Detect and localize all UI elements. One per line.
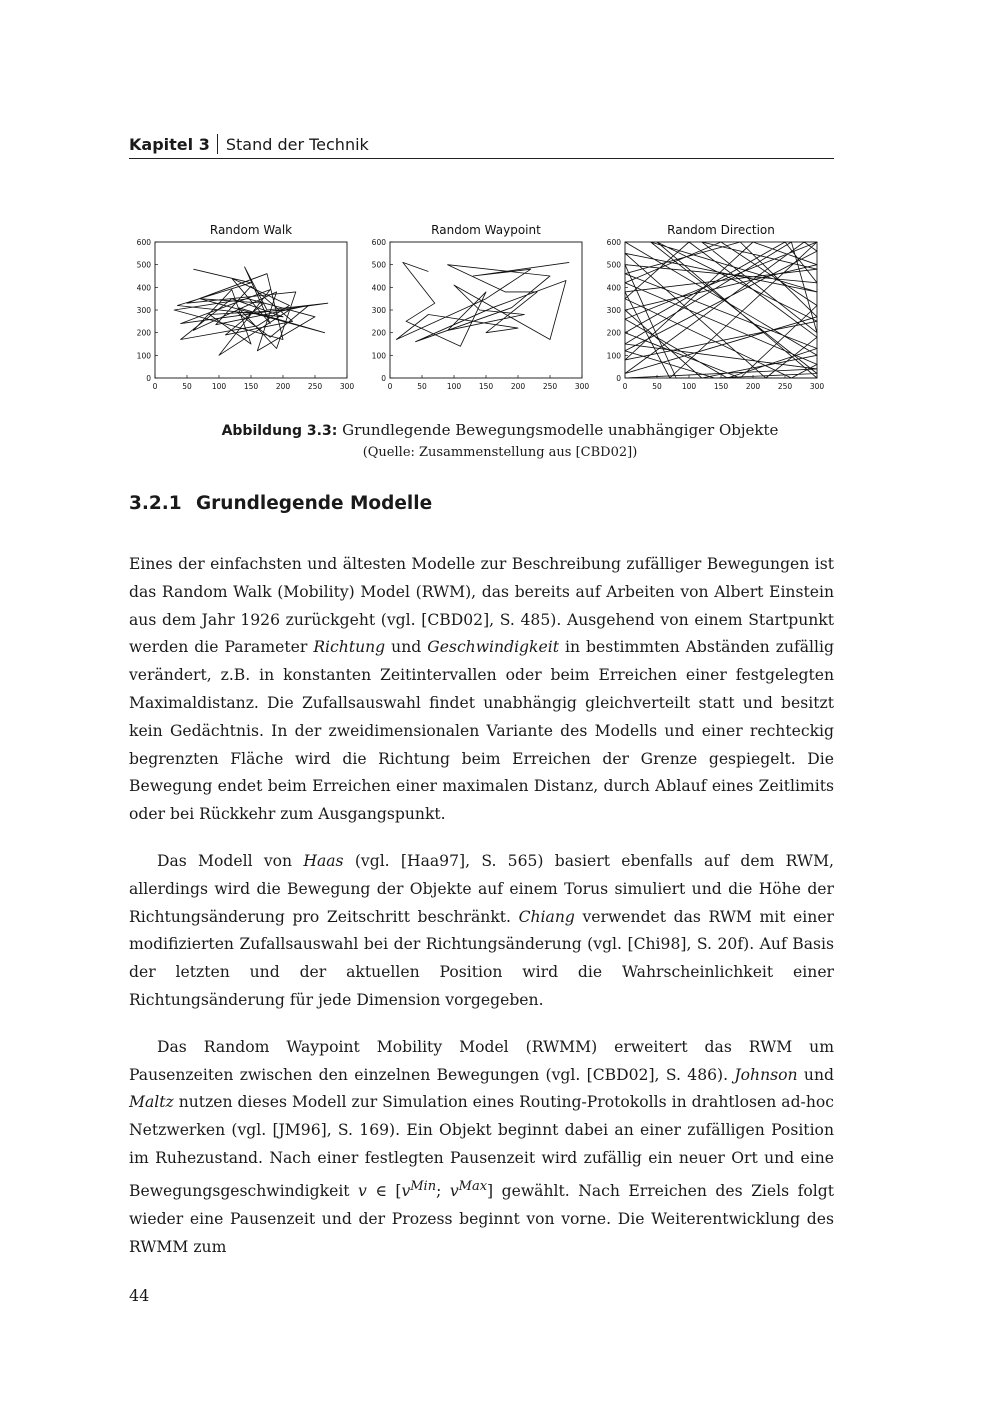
chapter-label: Kapitel 3 xyxy=(129,135,210,154)
italic-run: Maltz xyxy=(129,1093,174,1112)
body-text xyxy=(129,551,834,1280)
x-tick-label: 50 xyxy=(417,382,427,391)
plot-frame xyxy=(390,242,582,378)
y-tick-label: 0 xyxy=(146,374,151,383)
italic-run: Haas xyxy=(303,851,344,870)
math-var: v xyxy=(401,1181,411,1200)
math-var: v xyxy=(358,1181,367,1200)
y-tick-label: 0 xyxy=(381,374,386,383)
math-op: ∈ [ xyxy=(366,1181,402,1200)
text-run: Eines der einfachsten und ältesten Modelle zur Beschreibung zufälliger Bewegungen ist das Random Walk (Mobility) Model (RWM), das bereits auf Arbeiten von Albert Einstein aus dem Jahr 1926 zurückgeht (vgl. [CBD02], S. 485). Ausgehend von einem Startpunkt werden die Parameter xyxy=(129,555,834,657)
math-expression xyxy=(358,1178,494,1200)
y-tick-label: 500 xyxy=(136,260,151,270)
y-tick-label: 400 xyxy=(371,283,386,293)
figure-mobility-models xyxy=(0,210,1000,410)
math-sup: Max xyxy=(458,1178,488,1194)
y-tick-label: 600 xyxy=(606,238,621,247)
chart-title: Random Direction xyxy=(667,223,775,237)
page-number: 44 xyxy=(129,1286,150,1305)
x-tick-label: 200 xyxy=(275,382,291,391)
figure-source: (Quelle: Zusammenstellung aus [CBD02]) xyxy=(362,445,638,460)
x-tick-label: 300 xyxy=(574,382,590,391)
section-heading xyxy=(129,493,432,514)
text-run: und xyxy=(797,1065,834,1084)
chart-panel-3 xyxy=(607,223,825,391)
x-tick-label: 300 xyxy=(809,382,825,391)
y-tick-label: 500 xyxy=(606,260,621,270)
y-tick-label: 400 xyxy=(136,283,151,293)
paragraph-2 xyxy=(129,848,834,1015)
x-tick-label: 50 xyxy=(652,382,662,391)
x-tick-label: 100 xyxy=(681,382,697,391)
x-tick-label: 250 xyxy=(542,382,558,391)
movement-path xyxy=(625,242,817,378)
x-tick-label: 150 xyxy=(243,382,259,391)
text-run: in bestimmten Abständen zufällig verändert, z.B. in konstanten Zeitintervallen oder beim Erreichen einer festgelegten Maximaldistanz. Die Zufallsauswahl findet unabhängig gleichverteilt statt und besitzt kein Gedächtnis. In der zweidimensionalen Variante des Modells und einer rechteckig begrenzten Fläche wird die Richtung beim Erreichen der Grenze gespiegelt. Die Bewegung endet beim Erreichen einer maximalen Distanz, durch Ablauf eines Zeitlimits oder bei Rückkehr zum Ausgangspunkt. xyxy=(129,638,835,824)
x-tick-label: 150 xyxy=(478,382,494,391)
movement-path xyxy=(174,267,328,355)
figure-caption-text: Grundlegende Bewegungsmodelle unabhängiger Objekte xyxy=(342,421,779,439)
y-tick-label: 300 xyxy=(606,306,621,315)
x-tick-label: 50 xyxy=(182,382,192,391)
chart-title: Random Walk xyxy=(209,223,293,237)
y-tick-label: 200 xyxy=(371,328,386,338)
y-tick-label: 600 xyxy=(136,238,151,247)
y-tick-label: 500 xyxy=(371,260,386,270)
text-run: (vgl. [Haa97], S. 565) basiert ebenfalls auf dem RWM, allerdings wird die Bewegung der Objekte auf einem Torus simuliert und die Höhe der Richtungsänderung pro Zeitschritt beschränkt. xyxy=(129,851,834,926)
text-run: gewählt. Nach Erreichen des Ziels folgt wieder eine Pausenzeit und der Prozess beginnt von vorne. Die Weiterentwicklung des RWMM zum xyxy=(129,1181,834,1256)
math-op: ] xyxy=(487,1181,494,1200)
plot-frame xyxy=(155,242,347,378)
movement-path xyxy=(396,262,569,346)
x-tick-label: 200 xyxy=(745,382,761,391)
header-separator xyxy=(217,134,218,154)
y-tick-label: 100 xyxy=(606,351,621,361)
chapter-title: Stand der Technik xyxy=(225,135,369,154)
x-tick-label: 100 xyxy=(211,382,227,391)
x-tick-label: 200 xyxy=(510,382,526,391)
x-tick-label: 150 xyxy=(713,382,729,391)
x-tick-label: 0 xyxy=(152,382,158,391)
text-run: Das Random Waypoint Mobility Model (RWMM) erweitert das RWM um Pausenzeiten zwischen den einzelnen Bewegungen (vgl. [CBD02], S. 486). xyxy=(129,1037,834,1084)
figure-label: Abbildung 3.3: xyxy=(221,423,338,439)
italic-run: Richtung xyxy=(313,638,386,657)
chart-title: Random Waypoint xyxy=(431,223,541,237)
y-tick-label: 600 xyxy=(371,238,386,247)
section-title: Grundlegende Modelle xyxy=(196,493,433,514)
section-number: 3.2.1 xyxy=(129,493,182,514)
chart-panel-1 xyxy=(137,223,355,391)
x-tick-label: 250 xyxy=(777,382,793,391)
y-tick-label: 200 xyxy=(606,328,621,338)
y-tick-label: 300 xyxy=(136,306,151,315)
x-tick-label: 300 xyxy=(339,382,355,391)
y-tick-label: 100 xyxy=(371,351,386,361)
italic-run: Johnson xyxy=(734,1065,798,1084)
italic-run: Geschwindigkeit xyxy=(427,638,559,657)
text-run: Das Modell von xyxy=(157,851,304,870)
x-tick-label: 0 xyxy=(387,382,393,391)
text-run: und xyxy=(385,638,428,657)
paragraph-1 xyxy=(129,551,834,829)
text-run: verwendet das RWM mit einer modifizierten Zufallsauswahl bei der Richtungsänderung (vgl. [Chi98], S. 20f). Auf Basis der letzten und der aktuellen Position wird die Wahrscheinlichkeit einer Richtungsänderung für jede Dimension vorgegeben. xyxy=(129,907,835,1009)
math-sup: Min xyxy=(410,1178,437,1194)
y-tick-label: 300 xyxy=(371,306,386,315)
y-tick-label: 200 xyxy=(136,328,151,338)
x-tick-label: 250 xyxy=(307,382,323,391)
math-var: v xyxy=(449,1181,459,1200)
paragraph-3 xyxy=(129,1034,834,1262)
italic-run: Chiang xyxy=(518,907,575,926)
y-tick-label: 100 xyxy=(136,351,151,361)
x-tick-label: 100 xyxy=(446,382,462,391)
running-header xyxy=(129,134,834,159)
y-tick-label: 0 xyxy=(616,374,621,383)
figure-caption xyxy=(0,420,1000,463)
chart-panel-2 xyxy=(372,223,590,391)
math-op: ; xyxy=(436,1181,450,1200)
y-tick-label: 400 xyxy=(606,283,621,293)
x-tick-label: 0 xyxy=(622,382,628,391)
text-run: nutzen dieses Modell zur Simulation eines Routing-Protokolls in drahtlosen ad-hoc Netzwerken (vgl. [JM96], S. 169). Ein Objekt beginnt dabei an einer zufälligen Position im Ruhezustand. Nach einer festlegten Pausenzeit wird zufällig ein neuer Ort und eine Bewegungsgeschwindigkeit xyxy=(129,1093,834,1200)
